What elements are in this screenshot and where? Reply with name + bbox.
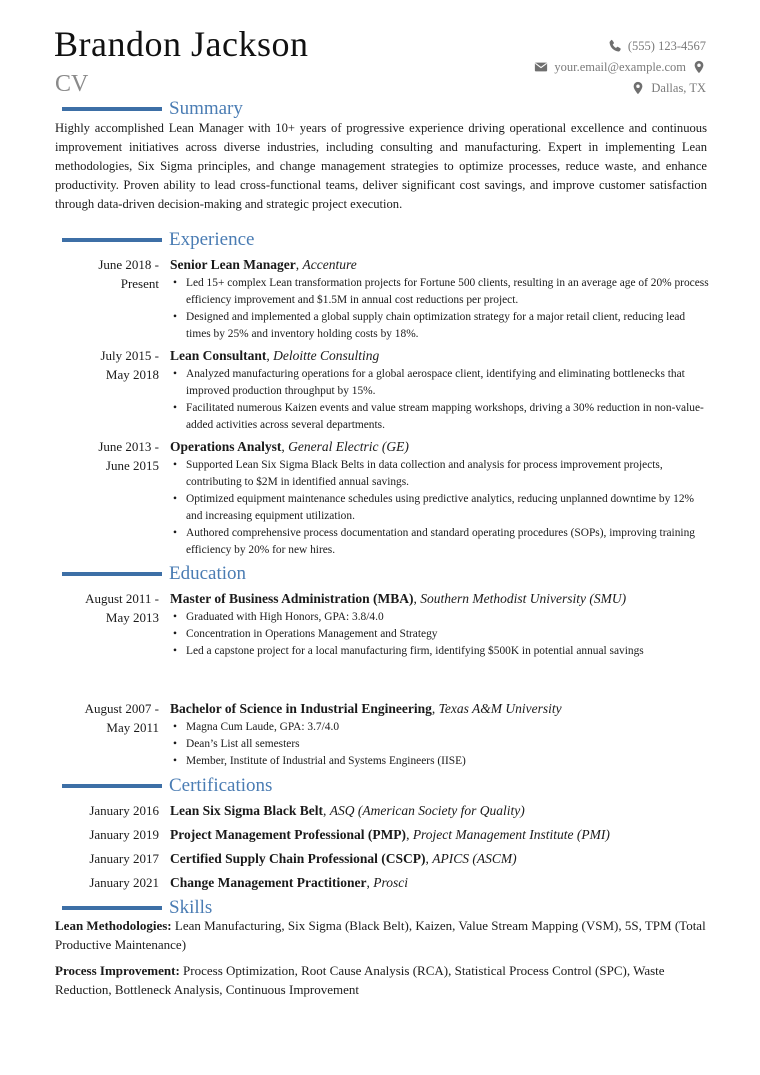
list-item: • Analyzed manufacturing operations for a global aerospace client, identifying and eliminating bottlenecks that improved production throughput by 15%. <box>170 366 710 400</box>
cert-date: January 2017 <box>89 851 159 866</box>
envelope-icon <box>534 60 548 74</box>
cert-date: January 2016 <box>89 803 159 818</box>
section-title: Certifications <box>169 775 273 796</box>
skill-text: Process Optimization, Root Cause Analysis (RCA), Statistical Process Control (SPC), Waste Reduction, Bottleneck Analysis, Continuous Improvement <box>55 963 665 997</box>
institution: Southern Methodist University (SMU) <box>420 591 627 606</box>
skill-text: Lean Manufacturing, Six Sigma (Black Belt), Kaizen, Value Stream Mapping (VSM), 5S, TPM (Total Productive Maintenance) <box>55 918 706 952</box>
employer: General Electric (GE) <box>288 439 409 454</box>
entry-date: August 2011 - May 2013 <box>85 591 159 625</box>
entry-heading: Bachelor of Science in Industrial Engineering, Texas A&M University <box>170 701 562 716</box>
certification-row: January 2016 Lean Six Sigma Black Belt, ASQ (American Society for Quality) <box>55 801 707 821</box>
cert-issuer: ASQ (American Society for Quality) <box>329 803 525 818</box>
map-pin-icon <box>692 60 706 74</box>
contact-email-location <box>534 56 706 77</box>
entry-heading: Operations Analyst, General Electric (GE) <box>170 439 409 454</box>
cert-title: Certified Supply Chain Professional (CSCP) <box>170 851 426 866</box>
list-item: • Led 15+ complex Lean transformation projects for Fortune 500 clients, resulting in an average age of 20% process efficiency improvement and $1.5M in annual cost reductions per project. <box>170 275 710 309</box>
list-item: • Dean’s List all semesters <box>170 736 710 753</box>
section-education-heading <box>62 564 246 584</box>
entry-heading: Master of Business Administration (MBA), Southern Methodist University (SMU) <box>170 591 627 606</box>
list-item: • Member, Institute of Industrial and Systems Engineers (IISE) <box>170 753 710 770</box>
entry-date: June 2018 - Present <box>98 257 159 291</box>
candidate-name: Brandon Jackson <box>54 24 309 64</box>
entry-date: August 2007 - May 2011 <box>84 701 159 735</box>
job-title: Operations Analyst <box>170 439 282 454</box>
phone-icon <box>608 39 622 53</box>
skill-group <box>55 916 707 954</box>
list-item: • Magna Cum Laude, GPA: 3.7/4.0 <box>170 719 710 736</box>
section-accent-bar <box>62 784 162 788</box>
contact-block <box>534 35 706 98</box>
contact-location <box>534 77 706 98</box>
certification-row: January 2021 Change Management Practitioner, Prosci <box>55 873 707 893</box>
section-accent-bar <box>62 572 162 576</box>
document-subtitle: CV <box>55 71 89 97</box>
list-item: • Designed and implemented a global supply chain optimization strategy for a major retail client, reducing lead times by 25% and inventory holding costs by 18%. <box>170 309 710 343</box>
cert-issuer: Prosci <box>373 875 408 890</box>
entry-bullets <box>170 609 710 660</box>
summary-paragraph: Highly accomplished Lean Manager with 10+ years of progressive experience driving operational excellence and continuous improvement initiatives across diverse industries, including consulting and manufacturing. Expert in implementing Lean methodologies, Six Sigma principles, and change management strategies to optimize processes, reduce waste, and enhance productivity. Proven ability to lead cross-functional teams, deliver significant cost savings, and improve customer satisfaction through data-driven decision-making and strategic project execution. <box>55 121 707 211</box>
location-text: Dallas, TX <box>651 80 706 95</box>
section-skills-heading <box>62 898 212 918</box>
job-title: Senior Lean Manager <box>170 257 296 272</box>
entry-heading: Lean Consultant, Deloitte Consulting <box>170 348 380 363</box>
cert-title: Change Management Practitioner <box>170 875 367 890</box>
list-item: • Authored comprehensive process documentation and standard operating procedures (SOPs), improving training efficiency by 20% for new hires. <box>170 525 710 559</box>
skill-group <box>55 961 707 999</box>
section-accent-bar <box>62 107 162 111</box>
section-title: Skills <box>169 897 213 918</box>
entry-bullets <box>170 366 710 434</box>
section-accent-bar <box>62 238 162 242</box>
section-title: Experience <box>169 229 255 250</box>
section-accent-bar <box>62 906 162 910</box>
entry-bullets <box>170 275 710 343</box>
certification-row: January 2017 Certified Supply Chain Professional (CSCP), APICS (ASCM) <box>55 849 707 869</box>
entry-bullets <box>170 719 710 770</box>
section-title: Education <box>169 563 247 584</box>
employer: Accenture <box>302 257 357 272</box>
list-item: • Led a capstone project for a local manufacturing firm, identifying $500K in potential annual savings <box>170 643 710 660</box>
cert-date: January 2021 <box>89 875 159 890</box>
contact-phone <box>534 35 706 56</box>
section-title: Summary <box>169 98 243 119</box>
list-item: • Optimized equipment maintenance schedules using predictive analytics, reducing unplanned downtime by 12% and increasing equipment utilization. <box>170 491 710 525</box>
skill-label: Lean Methodologies: <box>55 918 172 933</box>
list-item: • Concentration in Operations Management and Strategy <box>170 626 710 643</box>
section-certifications-heading <box>62 776 272 796</box>
cert-issuer: APICS (ASCM) <box>432 851 517 866</box>
cert-title: Lean Six Sigma Black Belt <box>170 803 324 818</box>
list-item: • Graduated with High Honors, GPA: 3.8/4.0 <box>170 609 710 626</box>
degree-title: Master of Business Administration (MBA) <box>170 591 414 606</box>
list-item: • Facilitated numerous Kaizen events and value stream mapping workshops, driving a 30% reduction in non-value-added activities across several departments. <box>170 400 710 434</box>
entry-date: June 2013 - June 2015 <box>98 439 159 473</box>
section-experience-heading <box>62 230 254 250</box>
job-title: Lean Consultant <box>170 348 267 363</box>
email-link[interactable]: your.email@example.com <box>554 59 686 74</box>
employer: Deloitte Consulting <box>273 348 380 363</box>
phone-text: (555) 123-4567 <box>627 38 706 53</box>
list-item: • Supported Lean Six Sigma Black Belts in data collection and analysis for process improvement projects, contributing to $2M in identified annual savings. <box>170 457 710 491</box>
degree-title: Bachelor of Science in Industrial Engineering <box>170 701 432 716</box>
certification-row: January 2019 Project Management Professional (PMP), Project Management Institute (PMI) <box>55 825 707 845</box>
cert-date: January 2019 <box>89 827 159 842</box>
institution: Texas A&M University <box>438 701 562 716</box>
cert-issuer: Project Management Institute (PMI) <box>412 827 610 842</box>
section-summary-heading <box>62 99 243 119</box>
skill-label: Process Improvement: <box>55 963 180 978</box>
cert-title: Project Management Professional (PMP) <box>170 827 407 842</box>
map-pin-icon <box>631 81 645 95</box>
entry-heading: Senior Lean Manager, Accenture <box>170 257 357 272</box>
entry-bullets <box>170 457 710 559</box>
entry-date: July 2015 - May 2018 <box>100 348 159 382</box>
